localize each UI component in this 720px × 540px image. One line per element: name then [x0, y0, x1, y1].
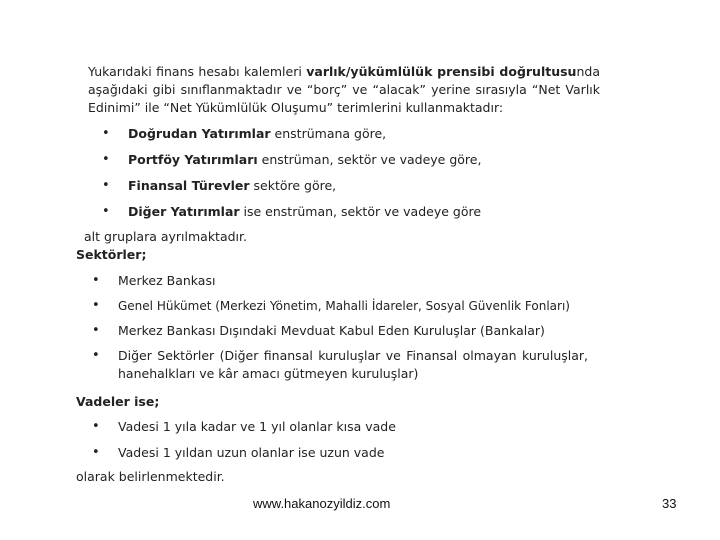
instrument-item	[102, 151, 482, 169]
bullet-icon: •	[102, 152, 110, 167]
instrument-item	[102, 125, 481, 143]
instrument-desc: enstrüman, sektör ve vadeye göre,	[257, 152, 482, 167]
footer-website-url: www.hakanozyildiz.com	[253, 496, 391, 511]
bullet-icon: •	[92, 298, 100, 313]
maturity-list	[92, 418, 396, 462]
sector-item	[92, 347, 588, 383]
bullet-icon: •	[92, 273, 100, 288]
sector-item	[92, 272, 588, 290]
instrument-desc: enstrümana göre,	[270, 126, 387, 141]
page-number: 33	[662, 496, 677, 511]
sectors-heading: Sektörler;	[76, 247, 147, 262]
sector-text: Diğer Sektörler (Diğer finansal kuruluşlar ve Finansal olmayan kuruluşlar, hanehalkları ve kâr amacı gütmeyen kuruluşlar)	[118, 348, 588, 381]
instrument-name: Portföy Yatırımları	[128, 152, 258, 167]
bullet-icon: •	[92, 323, 100, 338]
sector-list	[92, 272, 588, 383]
maturity-item	[92, 418, 396, 436]
bullet-icon: •	[92, 348, 100, 363]
instrument-item	[102, 177, 481, 195]
maturity-heading: Vadeler ise;	[76, 394, 160, 409]
intro-text-1: Yukarıdaki finans hesabı kalemleri	[88, 64, 307, 79]
closing-text: olarak belirlenmektedir.	[76, 469, 225, 484]
bullet-icon: •	[92, 419, 100, 434]
maturity-text: Vadesi 1 yıldan uzun olanlar ise uzun vade	[118, 445, 385, 460]
bullet-icon: •	[102, 204, 110, 219]
sector-text: Merkez Bankası	[118, 273, 216, 288]
intro-paragraph	[88, 63, 600, 117]
sector-text: Merkez Bankası Dışındaki Mevduat Kabul Eden Kuruluşlar (Bankalar)	[118, 323, 545, 338]
instrument-name: Doğrudan Yatırımlar	[128, 126, 271, 141]
instrument-tail-text: alt gruplara ayrılmaktadır.	[84, 229, 247, 244]
intro-text-2: nda aşağıdaki gibi sınıflanmaktadır ve “borç” ve “alacak” yerine sırasıyla “Net Varlık Edinimi” ile “Net Yükümlülük Oluşumu” terimlerini kullanmaktadır:	[88, 64, 600, 115]
bullet-icon: •	[102, 126, 110, 141]
maturity-item	[92, 444, 396, 462]
instrument-name: Diğer Yatırımlar	[128, 204, 240, 219]
sector-item	[92, 322, 588, 340]
intro-bold-text: varlık/yükümlülük prensibi doğrultusu	[306, 64, 577, 79]
sector-text: Genel Hükümet (Merkezi Yönetim, Mahalli İdareler, Sosyal Güvenlik Fonları)	[118, 299, 570, 313]
bullet-icon: •	[92, 445, 100, 460]
sector-item	[92, 297, 588, 315]
instrument-name: Finansal Türevler	[128, 178, 250, 193]
instrument-list	[102, 125, 482, 221]
instrument-desc: sektöre göre,	[249, 178, 337, 193]
maturity-text: Vadesi 1 yıla kadar ve 1 yıl olanlar kısa vade	[118, 419, 396, 434]
instrument-desc: ise enstrüman, sektör ve vadeye göre	[239, 204, 482, 219]
bullet-icon: •	[102, 178, 110, 193]
instrument-item	[102, 203, 482, 221]
